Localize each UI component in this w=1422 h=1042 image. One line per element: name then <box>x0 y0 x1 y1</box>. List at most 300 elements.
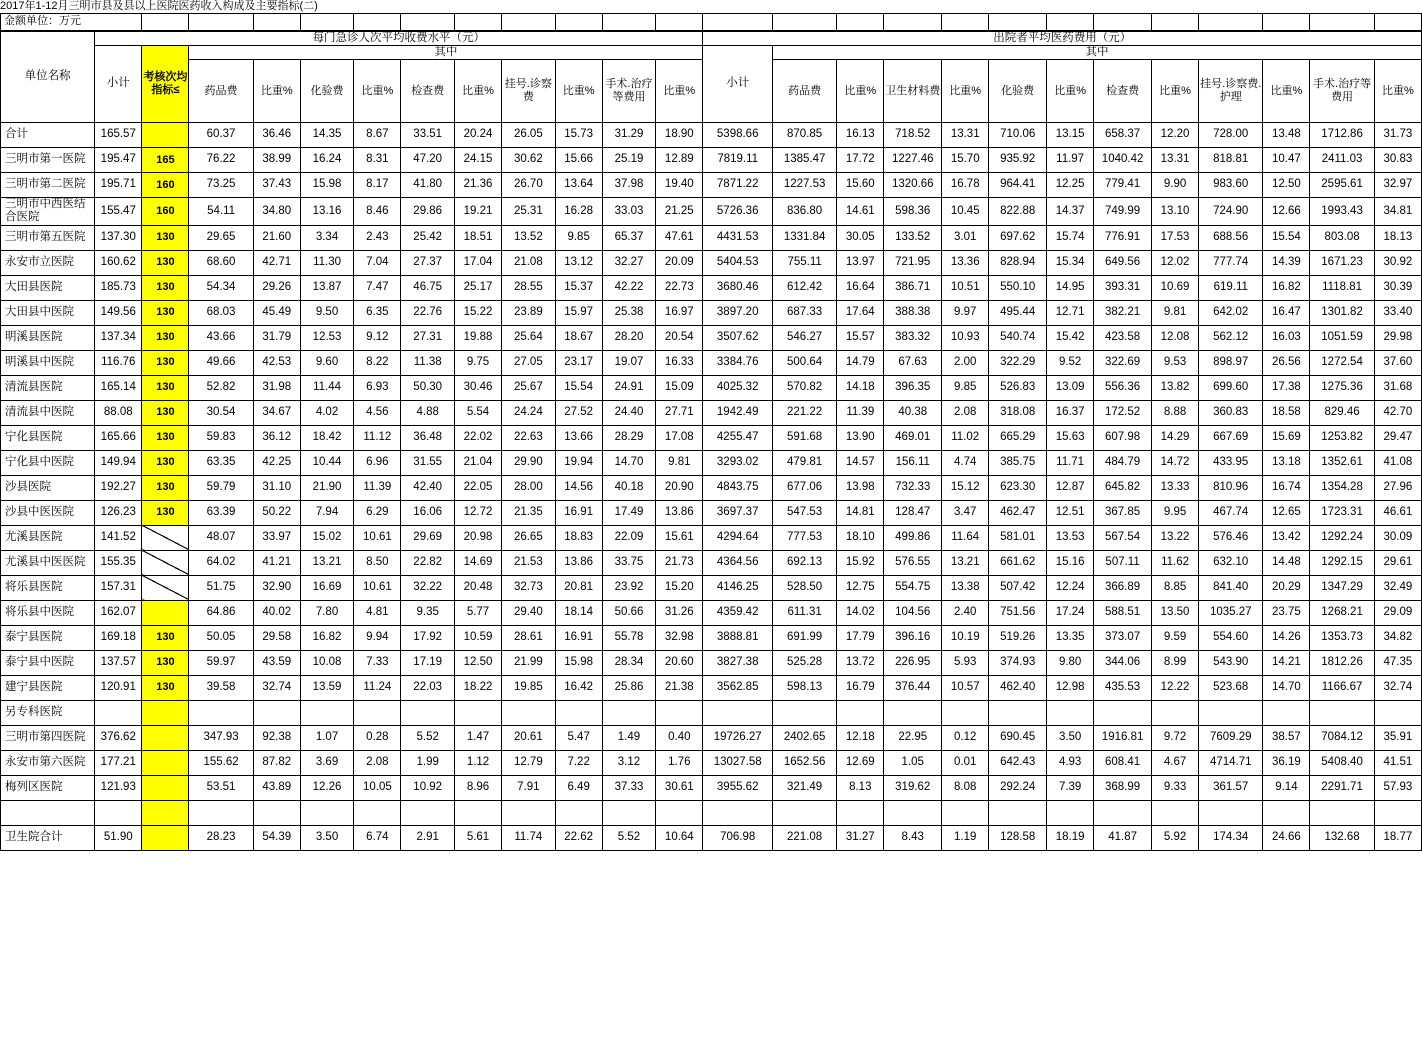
ip-cell-28-7: 5.92 <box>1152 825 1199 850</box>
ip-cell-9-6: 322.69 <box>1094 350 1152 375</box>
header-ip-col-9: 比重% <box>1263 60 1310 123</box>
op-cell-19-5: 5.77 <box>454 600 501 625</box>
ip-cell-18-6: 366.89 <box>1094 575 1152 600</box>
ip-cell-14-6: 645.82 <box>1094 475 1152 500</box>
row-label-27 <box>1 800 95 825</box>
op-cell-16-2: 15.02 <box>300 525 354 550</box>
header-group-inpatient: 出院者平均医药费用（元） <box>703 31 1422 45</box>
ip-cell-19-6: 588.51 <box>1094 600 1152 625</box>
data-table <box>0 31 1422 851</box>
table-row <box>1 675 1422 700</box>
op-cell-14-2: 21.90 <box>300 475 354 500</box>
op-cell-1-9: 12.89 <box>656 148 703 173</box>
op-cell-28-4: 2.91 <box>401 825 455 850</box>
cell-blank <box>454 13 501 30</box>
ip-cell-3-0: 836.80 <box>773 198 837 225</box>
op-cell-19-3: 4.81 <box>354 600 401 625</box>
op-cell-24-2: 1.07 <box>300 725 354 750</box>
op-cell-16-5: 20.98 <box>454 525 501 550</box>
ip-cell-4-9: 15.54 <box>1263 225 1310 250</box>
op-cell-25-9: 1.76 <box>656 750 703 775</box>
op-subtotal-13: 149.94 <box>95 450 142 475</box>
op-cell-0-9: 18.90 <box>656 123 703 148</box>
ip-cell-3-11: 34.81 <box>1374 198 1421 225</box>
header-ip-col-10: 手术.治疗等费用 <box>1310 60 1374 123</box>
ip-cell-22-10: 1166.67 <box>1310 675 1374 700</box>
ip-cell-13-2: 156.11 <box>884 450 942 475</box>
op-cell-11-7: 27.52 <box>555 400 602 425</box>
op-subtotal-6: 185.73 <box>95 275 142 300</box>
op-cell-16-0: 48.07 <box>189 525 253 550</box>
ip-cell-21-5: 9.80 <box>1047 650 1094 675</box>
header-op-col-3: 比重% <box>354 60 401 123</box>
ip-cell-21-11: 47.35 <box>1374 650 1421 675</box>
op-cell-18-1: 32.90 <box>253 575 300 600</box>
row-label-4: 三明市第五医院 <box>1 225 95 250</box>
row-label-1: 三明市第一医院 <box>1 148 95 173</box>
ip-cell-16-10: 1292.24 <box>1310 525 1374 550</box>
ip-cell-3-3: 10.45 <box>942 198 989 225</box>
op-subtotal-27 <box>95 800 142 825</box>
ip-cell-9-4: 322.29 <box>989 350 1047 375</box>
op-subtotal-16: 141.52 <box>95 525 142 550</box>
op-cell-4-5: 18.51 <box>454 225 501 250</box>
ip-subtotal-11: 1942.49 <box>703 400 773 425</box>
cell-blank <box>1374 13 1421 30</box>
ip-cell-10-0: 570.82 <box>773 375 837 400</box>
ip-cell-2-4: 964.41 <box>989 173 1047 198</box>
op-cell-28-5: 5.61 <box>454 825 501 850</box>
table-row <box>1 800 1422 825</box>
op-cell-16-4: 29.69 <box>401 525 455 550</box>
ip-cell-23-8 <box>1199 700 1263 725</box>
ip-cell-0-11: 31.73 <box>1374 123 1421 148</box>
ip-subtotal-0: 5398.66 <box>703 123 773 148</box>
op-cell-24-4: 5.52 <box>401 725 455 750</box>
ip-cell-20-3: 10.19 <box>942 625 989 650</box>
op-cell-25-7: 7.22 <box>555 750 602 775</box>
ip-cell-11-1: 11.39 <box>837 400 884 425</box>
table-row <box>1 198 1422 225</box>
op-subtotal-2: 195.71 <box>95 173 142 198</box>
cell-blank <box>656 13 703 30</box>
op-cell-28-6: 11.74 <box>502 825 556 850</box>
header-op-col-9: 比重% <box>656 60 703 123</box>
op-cell-0-3: 8.67 <box>354 123 401 148</box>
ip-cell-11-11: 42.70 <box>1374 400 1421 425</box>
ip-cell-2-6: 779.41 <box>1094 173 1152 198</box>
assess-index-8: 130 <box>142 325 189 350</box>
ip-cell-7-8: 642.02 <box>1199 300 1263 325</box>
ip-cell-1-6: 1040.42 <box>1094 148 1152 173</box>
op-cell-7-3: 6.35 <box>354 300 401 325</box>
op-cell-24-8: 1.49 <box>602 725 656 750</box>
op-cell-3-7: 16.28 <box>555 198 602 225</box>
ip-cell-15-5: 12.51 <box>1047 500 1094 525</box>
op-subtotal-15: 126.23 <box>95 500 142 525</box>
row-label-25: 永安市第六医院 <box>1 750 95 775</box>
ip-cell-0-5: 13.15 <box>1047 123 1094 148</box>
ip-cell-15-2: 128.47 <box>884 500 942 525</box>
op-cell-22-0: 39.58 <box>189 675 253 700</box>
ip-cell-2-10: 2595.61 <box>1310 173 1374 198</box>
op-cell-27-0 <box>189 800 253 825</box>
ip-subtotal-2: 7871.22 <box>703 173 773 198</box>
op-cell-16-1: 33.97 <box>253 525 300 550</box>
ip-cell-18-8: 841.40 <box>1199 575 1263 600</box>
assess-index-24 <box>142 725 189 750</box>
ip-cell-28-9: 24.66 <box>1263 825 1310 850</box>
ip-subtotal-17: 4364.56 <box>703 550 773 575</box>
row-label-26: 梅列区医院 <box>1 775 95 800</box>
ip-cell-7-4: 495.44 <box>989 300 1047 325</box>
header-ip-col-2: 卫生材料费 <box>884 60 942 123</box>
ip-cell-0-9: 13.48 <box>1263 123 1310 148</box>
ip-subtotal-19: 4359.42 <box>703 600 773 625</box>
ip-cell-16-0: 777.53 <box>773 525 837 550</box>
ip-cell-27-9 <box>1263 800 1310 825</box>
op-cell-4-4: 25.42 <box>401 225 455 250</box>
assess-index-1: 165 <box>142 148 189 173</box>
ip-cell-7-1: 17.64 <box>837 300 884 325</box>
ip-cell-5-8: 777.74 <box>1199 250 1263 275</box>
ip-cell-17-0: 692.13 <box>773 550 837 575</box>
ip-cell-1-0: 1385.47 <box>773 148 837 173</box>
op-cell-7-0: 68.03 <box>189 300 253 325</box>
op-cell-26-8: 37.33 <box>602 775 656 800</box>
op-cell-15-6: 21.35 <box>502 500 556 525</box>
ip-cell-20-6: 373.07 <box>1094 625 1152 650</box>
ip-cell-10-9: 17.38 <box>1263 375 1310 400</box>
table-body <box>1 123 1422 850</box>
table-row <box>1 173 1422 198</box>
ip-cell-3-2: 598.36 <box>884 198 942 225</box>
ip-cell-12-8: 667.69 <box>1199 425 1263 450</box>
op-cell-17-0: 64.02 <box>189 550 253 575</box>
op-cell-4-2: 3.34 <box>300 225 354 250</box>
ip-cell-5-9: 14.39 <box>1263 250 1310 275</box>
op-cell-4-9: 47.61 <box>656 225 703 250</box>
unit-note: 金额单位：万元 <box>1 13 142 30</box>
ip-cell-0-1: 16.13 <box>837 123 884 148</box>
op-cell-20-1: 29.58 <box>253 625 300 650</box>
ip-cell-14-1: 13.98 <box>837 475 884 500</box>
op-cell-15-7: 16.91 <box>555 500 602 525</box>
op-cell-1-0: 76.22 <box>189 148 253 173</box>
op-cell-20-2: 16.82 <box>300 625 354 650</box>
ip-cell-18-3: 13.38 <box>942 575 989 600</box>
ip-cell-4-6: 776.91 <box>1094 225 1152 250</box>
ip-cell-27-1 <box>837 800 884 825</box>
op-cell-5-4: 27.37 <box>401 250 455 275</box>
op-cell-2-8: 37.98 <box>602 173 656 198</box>
ip-cell-17-8: 632.10 <box>1199 550 1263 575</box>
ip-cell-0-3: 13.31 <box>942 123 989 148</box>
ip-cell-4-8: 688.56 <box>1199 225 1263 250</box>
ip-cell-12-3: 11.02 <box>942 425 989 450</box>
op-subtotal-8: 137.34 <box>95 325 142 350</box>
ip-cell-26-7: 9.33 <box>1152 775 1199 800</box>
ip-cell-28-10: 132.68 <box>1310 825 1374 850</box>
op-cell-23-1 <box>253 700 300 725</box>
header-ip-col-5: 比重% <box>1047 60 1094 123</box>
op-cell-6-1: 29.26 <box>253 275 300 300</box>
row-label-11: 清流县中医院 <box>1 400 95 425</box>
op-cell-19-7: 18.14 <box>555 600 602 625</box>
ip-cell-4-10: 803.08 <box>1310 225 1374 250</box>
ip-cell-10-1: 14.18 <box>837 375 884 400</box>
ip-cell-7-9: 16.47 <box>1263 300 1310 325</box>
op-cell-23-3 <box>354 700 401 725</box>
ip-cell-0-8: 728.00 <box>1199 123 1263 148</box>
ip-cell-13-6: 484.79 <box>1094 450 1152 475</box>
header-group-outpatient: 每门急诊人次平均收费水平（元） <box>95 31 703 45</box>
ip-cell-3-6: 749.99 <box>1094 198 1152 225</box>
op-cell-11-4: 4.88 <box>401 400 455 425</box>
op-cell-10-0: 52.82 <box>189 375 253 400</box>
ip-cell-27-3 <box>942 800 989 825</box>
ip-cell-15-1: 14.81 <box>837 500 884 525</box>
ip-cell-6-10: 1118.81 <box>1310 275 1374 300</box>
op-subtotal-3: 155.47 <box>95 198 142 225</box>
ip-cell-20-0: 691.99 <box>773 625 837 650</box>
ip-cell-26-4: 292.24 <box>989 775 1047 800</box>
op-subtotal-28: 51.90 <box>95 825 142 850</box>
op-cell-2-6: 26.70 <box>502 173 556 198</box>
ip-cell-21-10: 1812.26 <box>1310 650 1374 675</box>
ip-cell-23-4 <box>989 700 1047 725</box>
assess-index-16 <box>142 525 189 550</box>
op-cell-3-0: 54.11 <box>189 198 253 225</box>
ip-cell-6-5: 14.95 <box>1047 275 1094 300</box>
op-cell-27-7 <box>555 800 602 825</box>
op-cell-17-9: 21.73 <box>656 550 703 575</box>
op-cell-2-3: 8.17 <box>354 173 401 198</box>
ip-cell-0-6: 658.37 <box>1094 123 1152 148</box>
ip-cell-23-3 <box>942 700 989 725</box>
ip-cell-6-2: 386.71 <box>884 275 942 300</box>
ip-cell-26-6: 368.99 <box>1094 775 1152 800</box>
ip-cell-22-11: 32.74 <box>1374 675 1421 700</box>
table-row <box>1 225 1422 250</box>
assess-index-28 <box>142 825 189 850</box>
ip-cell-25-2: 1.05 <box>884 750 942 775</box>
op-cell-0-7: 15.73 <box>555 123 602 148</box>
ip-cell-9-7: 9.53 <box>1152 350 1199 375</box>
ip-cell-14-9: 16.74 <box>1263 475 1310 500</box>
ip-cell-14-7: 13.33 <box>1152 475 1199 500</box>
op-cell-25-1: 87.82 <box>253 750 300 775</box>
ip-cell-24-11: 35.91 <box>1374 725 1421 750</box>
op-cell-24-9: 0.40 <box>656 725 703 750</box>
table-row <box>1 725 1422 750</box>
op-cell-6-8: 42.22 <box>602 275 656 300</box>
ip-subtotal-9: 3384.76 <box>703 350 773 375</box>
ip-cell-24-6: 1916.81 <box>1094 725 1152 750</box>
ip-subtotal-16: 4294.64 <box>703 525 773 550</box>
ip-cell-6-8: 619.11 <box>1199 275 1263 300</box>
assess-index-26 <box>142 775 189 800</box>
op-cell-10-7: 15.54 <box>555 375 602 400</box>
ip-subtotal-23 <box>703 700 773 725</box>
ip-cell-28-5: 18.19 <box>1047 825 1094 850</box>
ip-cell-17-7: 11.62 <box>1152 550 1199 575</box>
op-cell-15-8: 17.49 <box>602 500 656 525</box>
op-cell-26-0: 53.51 <box>189 775 253 800</box>
ip-cell-12-9: 15.69 <box>1263 425 1310 450</box>
ip-cell-5-11: 30.92 <box>1374 250 1421 275</box>
op-cell-13-7: 19.94 <box>555 450 602 475</box>
ip-cell-0-7: 12.20 <box>1152 123 1199 148</box>
op-cell-3-9: 21.25 <box>656 198 703 225</box>
op-cell-5-6: 21.08 <box>502 250 556 275</box>
ip-cell-8-3: 10.93 <box>942 325 989 350</box>
ip-cell-4-11: 18.13 <box>1374 225 1421 250</box>
op-cell-6-5: 25.17 <box>454 275 501 300</box>
op-cell-10-9: 15.09 <box>656 375 703 400</box>
op-cell-28-8: 5.52 <box>602 825 656 850</box>
ip-cell-21-9: 14.21 <box>1263 650 1310 675</box>
op-cell-15-3: 6.29 <box>354 500 401 525</box>
ip-cell-6-6: 393.31 <box>1094 275 1152 300</box>
op-cell-22-6: 19.85 <box>502 675 556 700</box>
ip-cell-21-6: 344.06 <box>1094 650 1152 675</box>
header-op-subtotal: 小计 <box>95 45 142 122</box>
op-cell-26-1: 43.89 <box>253 775 300 800</box>
ip-cell-10-7: 13.82 <box>1152 375 1199 400</box>
header-ip-col-0: 药品费 <box>773 60 837 123</box>
row-label-7: 大田县中医院 <box>1 300 95 325</box>
ip-subtotal-1: 7819.11 <box>703 148 773 173</box>
ip-cell-9-1: 14.79 <box>837 350 884 375</box>
ip-subtotal-22: 3562.85 <box>703 675 773 700</box>
ip-subtotal-18: 4146.25 <box>703 575 773 600</box>
ip-cell-26-8: 361.57 <box>1199 775 1263 800</box>
ip-cell-17-9: 14.48 <box>1263 550 1310 575</box>
ip-cell-16-6: 567.54 <box>1094 525 1152 550</box>
op-cell-23-9 <box>656 700 703 725</box>
op-cell-18-2: 16.69 <box>300 575 354 600</box>
op-cell-13-1: 42.25 <box>253 450 300 475</box>
op-cell-8-5: 19.88 <box>454 325 501 350</box>
ip-cell-2-8: 983.60 <box>1199 173 1263 198</box>
op-cell-2-5: 21.36 <box>454 173 501 198</box>
ip-cell-1-5: 11.97 <box>1047 148 1094 173</box>
row-label-17: 尤溪县中医医院 <box>1 550 95 575</box>
ip-cell-2-0: 1227.53 <box>773 173 837 198</box>
ip-cell-25-3: 0.01 <box>942 750 989 775</box>
ip-cell-26-3: 8.08 <box>942 775 989 800</box>
op-cell-1-6: 30.62 <box>502 148 556 173</box>
ip-cell-18-2: 554.75 <box>884 575 942 600</box>
op-cell-2-1: 37.43 <box>253 173 300 198</box>
op-cell-18-9: 15.20 <box>656 575 703 600</box>
ip-cell-9-11: 37.60 <box>1374 350 1421 375</box>
op-cell-21-2: 10.08 <box>300 650 354 675</box>
row-label-2: 三明市第二医院 <box>1 173 95 198</box>
op-cell-7-7: 15.97 <box>555 300 602 325</box>
op-cell-16-6: 26.65 <box>502 525 556 550</box>
op-cell-18-6: 32.73 <box>502 575 556 600</box>
ip-cell-23-1 <box>837 700 884 725</box>
op-cell-4-1: 21.60 <box>253 225 300 250</box>
ip-cell-1-11: 30.83 <box>1374 148 1421 173</box>
op-cell-28-0: 28.23 <box>189 825 253 850</box>
op-cell-23-7 <box>555 700 602 725</box>
ip-cell-14-3: 15.12 <box>942 475 989 500</box>
ip-cell-2-5: 12.25 <box>1047 173 1094 198</box>
op-cell-7-6: 23.89 <box>502 300 556 325</box>
ip-cell-25-10: 5408.40 <box>1310 750 1374 775</box>
op-cell-9-8: 19.07 <box>602 350 656 375</box>
header-op-col-8: 手术.治疗等费用 <box>602 60 656 123</box>
op-cell-24-0: 347.93 <box>189 725 253 750</box>
row-label-5: 永安市立医院 <box>1 250 95 275</box>
ip-cell-20-9: 14.26 <box>1263 625 1310 650</box>
op-subtotal-19: 162.07 <box>95 600 142 625</box>
ip-cell-24-7: 9.72 <box>1152 725 1199 750</box>
op-cell-11-6: 24.24 <box>502 400 556 425</box>
op-cell-22-1: 32.74 <box>253 675 300 700</box>
ip-cell-25-4: 642.43 <box>989 750 1047 775</box>
op-cell-12-8: 28.29 <box>602 425 656 450</box>
ip-cell-11-6: 172.52 <box>1094 400 1152 425</box>
op-cell-12-1: 36.12 <box>253 425 300 450</box>
ip-cell-4-4: 697.62 <box>989 225 1047 250</box>
ip-cell-8-8: 562.12 <box>1199 325 1263 350</box>
ip-cell-22-7: 12.22 <box>1152 675 1199 700</box>
op-cell-19-0: 64.86 <box>189 600 253 625</box>
op-cell-14-4: 42.40 <box>401 475 455 500</box>
assess-index-5: 130 <box>142 250 189 275</box>
ip-cell-21-8: 543.90 <box>1199 650 1263 675</box>
assess-index-3: 160 <box>142 198 189 225</box>
op-cell-25-0: 155.62 <box>189 750 253 775</box>
ip-cell-8-10: 1051.59 <box>1310 325 1374 350</box>
header-ip-col-1: 比重% <box>837 60 884 123</box>
op-cell-10-2: 11.44 <box>300 375 354 400</box>
op-cell-14-8: 40.18 <box>602 475 656 500</box>
op-cell-4-8: 65.37 <box>602 225 656 250</box>
ip-cell-19-11: 29.09 <box>1374 600 1421 625</box>
ip-cell-9-3: 2.00 <box>942 350 989 375</box>
page-title: 2017年1-12月三明市县及县以上医院医药收入构成及主要指标(二) <box>0 0 318 12</box>
op-cell-21-0: 59.97 <box>189 650 253 675</box>
op-cell-6-0: 54.34 <box>189 275 253 300</box>
cell-blank <box>602 13 656 30</box>
ip-cell-25-8: 4714.71 <box>1199 750 1263 775</box>
ip-cell-9-5: 9.52 <box>1047 350 1094 375</box>
cell-blank <box>555 13 602 30</box>
ip-cell-17-3: 13.21 <box>942 550 989 575</box>
ip-cell-24-5: 3.50 <box>1047 725 1094 750</box>
op-cell-18-3: 10.61 <box>354 575 401 600</box>
ip-cell-13-10: 1352.61 <box>1310 450 1374 475</box>
ip-cell-5-5: 15.34 <box>1047 250 1094 275</box>
op-cell-27-4 <box>401 800 455 825</box>
table-row <box>1 775 1422 800</box>
ip-cell-10-2: 396.35 <box>884 375 942 400</box>
ip-cell-22-9: 14.70 <box>1263 675 1310 700</box>
op-cell-20-9: 32.98 <box>656 625 703 650</box>
op-cell-21-9: 20.60 <box>656 650 703 675</box>
ip-cell-8-0: 546.27 <box>773 325 837 350</box>
table-row <box>1 300 1422 325</box>
title-table <box>0 0 1422 13</box>
op-cell-11-0: 30.54 <box>189 400 253 425</box>
op-cell-26-7: 6.49 <box>555 775 602 800</box>
op-cell-0-5: 20.24 <box>454 123 501 148</box>
